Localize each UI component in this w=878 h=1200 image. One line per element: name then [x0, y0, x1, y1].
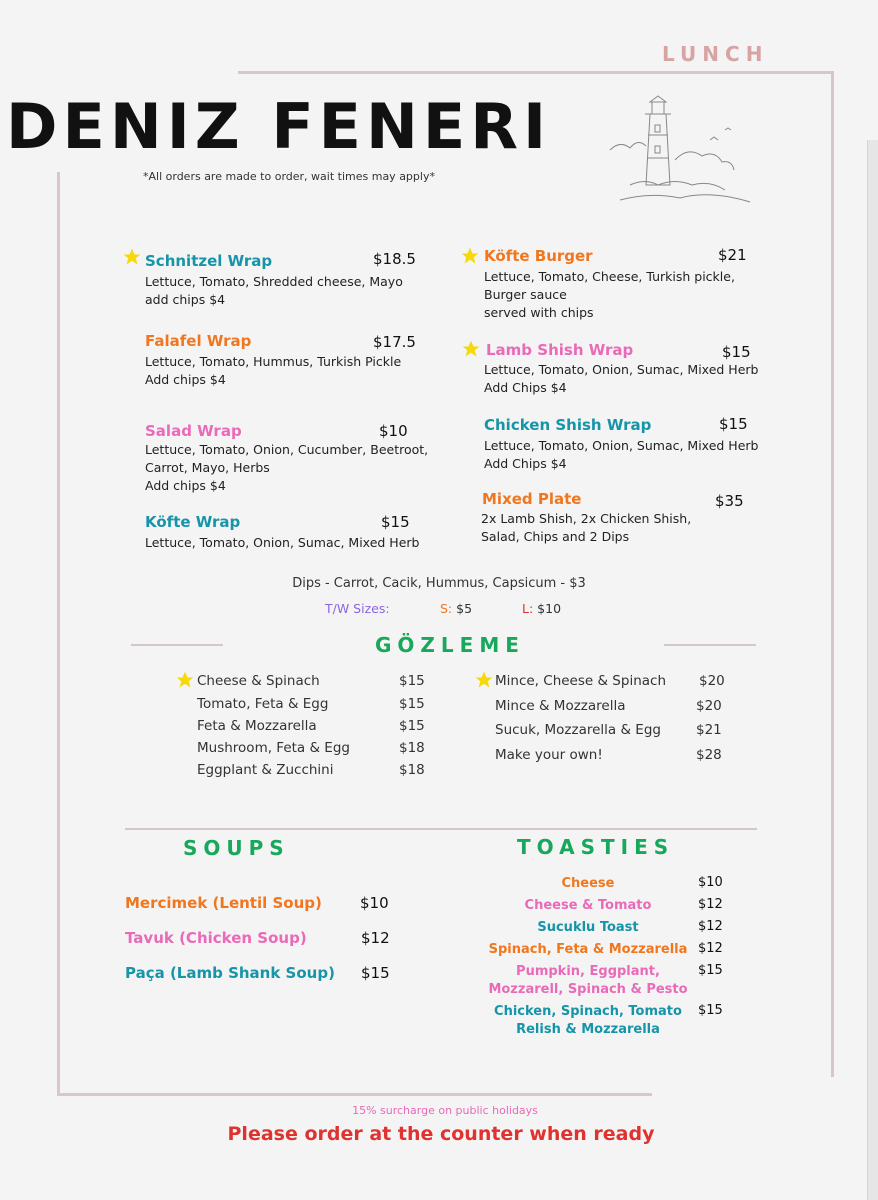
gozleme-item-price: $20: [696, 698, 722, 714]
star-icon: [122, 247, 142, 267]
soup-price: $15: [361, 964, 390, 982]
gozleme-item-name: Make your own!: [495, 747, 603, 763]
toasties-title: TOASTIES: [517, 835, 675, 859]
lighthouse-illustration: [600, 90, 770, 240]
toastie-price: $15: [698, 963, 723, 978]
gozleme-item-name: Feta & Mozzarella: [197, 718, 317, 734]
toastie-price: $12: [698, 897, 723, 912]
toastie-name: Sucuklu Toast: [537, 920, 639, 935]
size-large-label: L:: [522, 601, 534, 616]
menu-item-price: $10: [379, 422, 408, 440]
gozleme-item-price: $15: [399, 696, 425, 712]
toastie-name-line2: Relish & Mozzarella: [516, 1022, 660, 1037]
toastie-name-line2: Mozzarell, Spinach & Pesto: [488, 982, 688, 997]
divider: [664, 644, 756, 646]
divider: [131, 644, 223, 646]
toastie-name-line1: Chicken, Spinach, Tomato: [494, 1004, 682, 1019]
soups-title: SOUPS: [183, 836, 290, 860]
menu-item-desc: Burger sauce: [484, 287, 567, 302]
menu-item-desc: Add Chips $4: [484, 456, 567, 471]
menu-item-desc: Salad, Chips and 2 Dips: [481, 529, 630, 544]
menu-item-price: $15: [381, 513, 410, 531]
menu-item-desc: Carrot, Mayo, Herbs: [145, 460, 270, 475]
toastie-name: Cheese: [561, 876, 615, 891]
dips-info: Dips - Carrot, Cacik, Hummus, Capsicum - $3: [292, 576, 586, 591]
gozleme-item-name: Mince & Mozzarella: [495, 698, 626, 714]
star-icon: [474, 670, 494, 690]
gozleme-item-price: $21: [696, 722, 722, 738]
divider: [125, 828, 757, 830]
gozleme-item-name: Eggplant & Zucchini: [197, 762, 334, 778]
menu-item-desc: 2x Lamb Shish, 2x Chicken Shish,: [481, 511, 692, 526]
menu-item-name: Salad Wrap: [145, 422, 242, 440]
soup-name: Tavuk (Chicken Soup): [125, 929, 307, 947]
gozleme-item-name: Tomato, Feta & Egg: [197, 696, 329, 712]
size-small-price: $5: [456, 601, 473, 616]
star-icon: [461, 339, 481, 359]
frame-right-border: [831, 71, 834, 1077]
menu-item-desc: Lettuce, Tomato, Onion, Cucumber, Beetroot,: [145, 442, 429, 457]
menu-item-name: Köfte Burger: [484, 247, 593, 265]
sizes-label: T/W Sizes:: [325, 601, 390, 616]
menu-item-price: $17.5: [373, 333, 416, 351]
gozleme-item-price: $20: [699, 673, 725, 689]
menu-item-desc: add chips $4: [145, 292, 226, 307]
soup-price: $12: [361, 929, 390, 947]
section-label: LUNCH: [662, 42, 769, 66]
gozleme-item-price: $18: [399, 740, 425, 756]
order-instruction: Please order at the counter when ready: [227, 1123, 655, 1145]
menu-item-name: Mixed Plate: [482, 490, 582, 508]
toastie-price: $12: [698, 941, 723, 956]
toastie-price: $12: [698, 919, 723, 934]
gozleme-item-name: Cheese & Spinach: [197, 673, 320, 689]
soup-name: Mercimek (Lentil Soup): [125, 894, 322, 912]
menu-item-desc: Add chips $4: [145, 478, 226, 493]
size-small: [440, 601, 472, 616]
menu-item-name: Köfte Wrap: [145, 513, 241, 531]
frame-left-border: [57, 172, 60, 1094]
menu-item-name: Lamb Shish Wrap: [486, 341, 634, 359]
menu-item-desc: served with chips: [484, 305, 594, 320]
gozleme-title: GÖZLEME: [375, 633, 525, 657]
menu-item-name: Chicken Shish Wrap: [484, 416, 652, 434]
menu-item-price: $35: [715, 492, 744, 510]
frame-top-border: [238, 71, 834, 74]
gozleme-item-name: Mushroom, Feta & Egg: [197, 740, 350, 756]
toastie-name: Cheese & Tomato: [524, 898, 652, 913]
menu-item-desc: Lettuce, Tomato, Onion, Sumac, Mixed Herb: [484, 438, 759, 453]
gozleme-item-price: $28: [696, 747, 722, 763]
menu-item-desc: Lettuce, Tomato, Shredded cheese, Mayo: [145, 274, 403, 289]
menu-item-desc: Lettuce, Tomato, Hummus, Turkish Pickle: [145, 354, 402, 369]
menu-item-name: Schnitzel Wrap: [145, 252, 273, 270]
toastie-price: $10: [698, 875, 723, 890]
gozleme-item-name: Mince, Cheese & Spinach: [495, 673, 667, 689]
menu-item-desc: Lettuce, Tomato, Cheese, Turkish pickle,: [484, 269, 735, 284]
menu-item-price: $18.5: [373, 250, 416, 268]
surcharge-note: 15% surcharge on public holidays: [352, 1104, 538, 1117]
menu-item-price: $15: [722, 343, 751, 361]
menu-item-desc: Add Chips $4: [484, 380, 567, 395]
menu-item-price: $15: [719, 415, 748, 433]
menu-item-price: $21: [718, 246, 747, 264]
menu-item-desc: Add chips $4: [145, 372, 226, 387]
gozleme-item-price: $18: [399, 762, 425, 778]
toastie-name: Spinach, Feta & Mozzarella: [488, 942, 688, 957]
star-icon: [460, 246, 480, 266]
gozleme-item-price: $15: [399, 718, 425, 734]
size-large-price: $10: [537, 601, 562, 616]
menu-item-desc: Lettuce, Tomato, Onion, Sumac, Mixed Herb: [484, 362, 759, 377]
soup-price: $10: [360, 894, 389, 912]
order-note: *All orders are made to order, wait times may apply*: [143, 170, 435, 183]
gozleme-item-price: $15: [399, 673, 425, 689]
brand-title: DENIZ FENERI: [6, 90, 552, 163]
star-icon: [175, 670, 195, 690]
menu-item-desc: Lettuce, Tomato, Onion, Sumac, Mixed Herb: [145, 535, 420, 550]
toastie-price: $15: [698, 1003, 723, 1018]
menu-item-name: Falafel Wrap: [145, 332, 252, 350]
size-small-label: S:: [440, 601, 453, 616]
scrollbar[interactable]: [867, 140, 878, 1200]
frame-bottom-border: [57, 1093, 652, 1096]
toastie-name-line1: Pumpkin, Eggplant,: [516, 964, 660, 979]
soup-name: Paça (Lamb Shank Soup): [125, 964, 335, 982]
size-large: [522, 601, 561, 616]
gozleme-item-name: Sucuk, Mozzarella & Egg: [495, 722, 661, 738]
